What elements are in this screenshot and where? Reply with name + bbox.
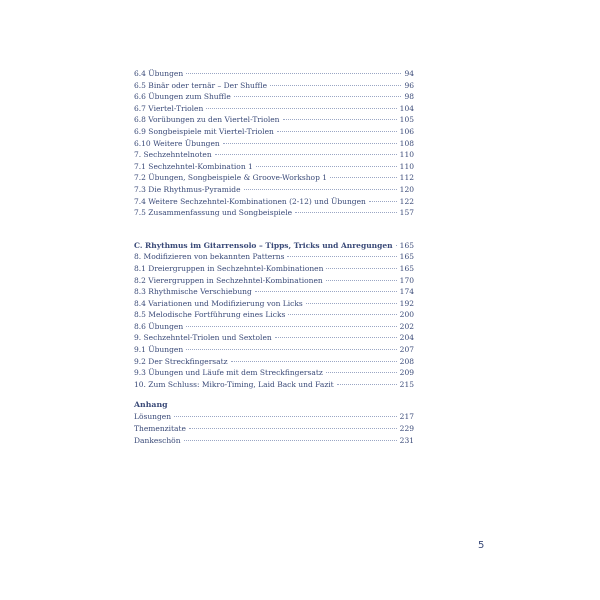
toc-anhang-heading: Anhang <box>134 400 168 410</box>
toc-entry <box>134 207 414 219</box>
toc-entry-title: 8.4 Variationen und Modifizierung von Licks <box>134 298 303 308</box>
toc-entry-title: 9.1 Übungen <box>134 345 184 355</box>
toc-entry-title: 6.7 Viertel-Triolen <box>134 103 204 113</box>
toc-entry-page: 207 <box>399 345 414 355</box>
dot-leader <box>174 416 397 417</box>
toc-entry-title: 7.1 Sechzehntel-Kombination 1 <box>134 161 253 171</box>
dot-leader <box>326 268 396 269</box>
dot-leader <box>184 440 397 441</box>
toc-entry-title: Lösungen <box>134 412 172 422</box>
toc-entry <box>134 114 414 126</box>
dot-leader <box>256 166 397 167</box>
toc-entry <box>134 356 414 368</box>
toc-section-heading-page: 165 <box>399 240 414 250</box>
dot-leader <box>283 119 397 120</box>
toc-entry-title: 6.6 Übungen zum Shuffle <box>134 92 231 102</box>
toc-entry-title: 7.4 Weitere Sechzehntel-Kombinationen (2-12) und Übungen <box>134 196 366 206</box>
toc-section-heading-title: C. Rhythmus im Gitarrensolo – Tipps, Tricks und Anregungen <box>134 240 393 250</box>
toc-entry <box>134 275 414 287</box>
toc-entry-title: 6.4 Übungen <box>134 69 184 78</box>
toc-entry-page: 122 <box>399 196 414 206</box>
toc-entry-page: 165 <box>399 252 414 262</box>
toc-entry-page: 170 <box>399 275 414 285</box>
toc-entry <box>134 344 414 356</box>
toc-group-chapters-8-10 <box>134 251 414 390</box>
dot-leader <box>369 201 397 202</box>
toc-entry <box>134 251 414 263</box>
toc-entry-page: 204 <box>399 333 414 343</box>
toc-entry <box>134 68 414 80</box>
toc-entry <box>134 126 414 138</box>
toc-entry <box>134 423 414 435</box>
toc-entry <box>134 149 414 161</box>
dot-leader <box>186 349 397 350</box>
page-number: 5 <box>478 540 485 551</box>
dot-leader <box>215 154 397 155</box>
toc-entry <box>134 321 414 333</box>
section-gap <box>134 390 414 398</box>
dot-leader <box>326 372 397 373</box>
toc-entry <box>134 263 414 275</box>
toc-entry-title: 9.3 Übungen und Läufe mit dem Streckfingersatz <box>134 368 323 378</box>
dot-leader <box>326 280 397 281</box>
toc-entry-page: 96 <box>404 80 414 90</box>
dot-leader <box>288 314 396 315</box>
dot-leader <box>396 245 397 246</box>
dot-leader <box>337 384 397 385</box>
toc-entry <box>134 172 414 184</box>
toc-entry-title: 6.9 Songbeispiele mit Viertel-Triolen <box>134 126 274 136</box>
toc-group-anhang <box>134 411 414 446</box>
toc-entry-title: 6.10 Weitere Übungen <box>134 138 220 148</box>
toc-entry-page: 174 <box>399 287 414 297</box>
dot-leader <box>295 212 397 213</box>
dot-leader <box>223 143 397 144</box>
dot-leader <box>306 303 397 304</box>
toc-entry-page: 120 <box>399 184 414 194</box>
dot-leader <box>270 85 401 86</box>
section-gap <box>134 219 414 240</box>
dot-leader <box>186 73 401 74</box>
toc-entry-title: 7.2 Übungen, Songbeispiele & Groove-Workshop 1 <box>134 173 328 183</box>
toc-entry-page: 106 <box>399 126 414 136</box>
toc-entry <box>134 367 414 379</box>
toc-entry-page: 231 <box>399 435 414 445</box>
toc-entry <box>134 196 414 208</box>
toc-entry <box>134 138 414 150</box>
toc-entry <box>134 184 414 196</box>
toc-entry-title: 8.5 Melodische Fortführung eines Licks <box>134 310 286 320</box>
toc-entry-page: 98 <box>404 92 414 102</box>
toc-entry-title: 7. Sechzehntelnoten <box>134 150 212 160</box>
toc-entry-page: 200 <box>399 310 414 320</box>
dot-leader <box>330 177 397 178</box>
toc-entry-title: 8.1 Dreiergruppen in Sechzehntel-Kombinationen <box>134 263 324 273</box>
toc-entry-page: 108 <box>399 138 414 148</box>
toc-entry-page: 112 <box>399 173 414 183</box>
toc-entry-title: Dankeschön <box>134 435 181 445</box>
dot-leader <box>234 96 402 97</box>
toc-entry <box>134 161 414 173</box>
dot-leader <box>287 256 396 257</box>
toc-entry-title: 8.3 Rhythmische Verschiebung <box>134 287 252 297</box>
dot-leader <box>206 108 396 109</box>
toc-entry-title: 9.2 Der Streckfingersatz <box>134 356 228 366</box>
toc-entry <box>134 309 414 321</box>
toc-entry <box>134 298 414 310</box>
toc-entry-title: 8. Modifizieren von bekannten Patterns <box>134 252 285 262</box>
toc-entry-page: 105 <box>399 115 414 125</box>
toc-entry-title: 8.6 Übungen <box>134 321 184 331</box>
toc-entry-page: 229 <box>399 424 414 434</box>
toc-entry-title: 8.2 Vierergruppen in Sechzehntel-Kombinationen <box>134 275 323 285</box>
toc-entry-page: 209 <box>399 368 414 378</box>
toc-entry <box>134 91 414 103</box>
toc-entry-page: 165 <box>399 263 414 273</box>
toc-entry-page: 157 <box>399 208 414 218</box>
toc-group-chapters-6-7 <box>134 68 414 219</box>
toc-entry-page: 202 <box>399 321 414 331</box>
toc-entry-page: 110 <box>399 161 414 171</box>
toc-entry <box>134 103 414 115</box>
toc-section-heading-c <box>134 240 414 252</box>
toc-entry-page: 110 <box>399 150 414 160</box>
toc-entry-title: 9. Sechzehntel-Triolen und Sextolen <box>134 333 272 343</box>
toc-entry-title: 6.5 Binär oder ternär – Der Shuffle <box>134 80 268 90</box>
toc-entry <box>134 80 414 92</box>
toc-entry-title: 10. Zum Schluss: Mikro-Timing, Laid Back und Fazit <box>134 379 334 389</box>
toc-entry-page: 192 <box>399 298 414 308</box>
dot-leader <box>189 428 397 429</box>
dot-leader <box>186 326 397 327</box>
dot-leader <box>244 189 397 190</box>
toc-entry-page: 208 <box>399 356 414 366</box>
dot-leader <box>255 291 397 292</box>
dot-leader <box>275 337 397 338</box>
toc-entry-title: 7.3 Die Rhythmus-Pyramide <box>134 184 241 194</box>
table-of-contents <box>134 68 414 446</box>
toc-entry-title: 7.5 Zusammenfassung und Songbeispiele <box>134 208 293 218</box>
toc-entry-page: 217 <box>399 412 414 422</box>
toc-entry <box>134 286 414 298</box>
dot-leader <box>231 361 397 362</box>
toc-entry <box>134 332 414 344</box>
dot-leader <box>277 131 397 132</box>
toc-entry <box>134 411 414 423</box>
toc-entry <box>134 435 414 447</box>
toc-entry <box>134 379 414 391</box>
toc-entry-title: 6.8 Vorübungen zu den Viertel-Triolen <box>134 115 280 125</box>
toc-entry-page: 104 <box>399 103 414 113</box>
toc-entry-page: 94 <box>404 69 414 78</box>
toc-entry-title: Themenzitate <box>134 424 186 434</box>
toc-entry-page: 215 <box>399 379 414 389</box>
